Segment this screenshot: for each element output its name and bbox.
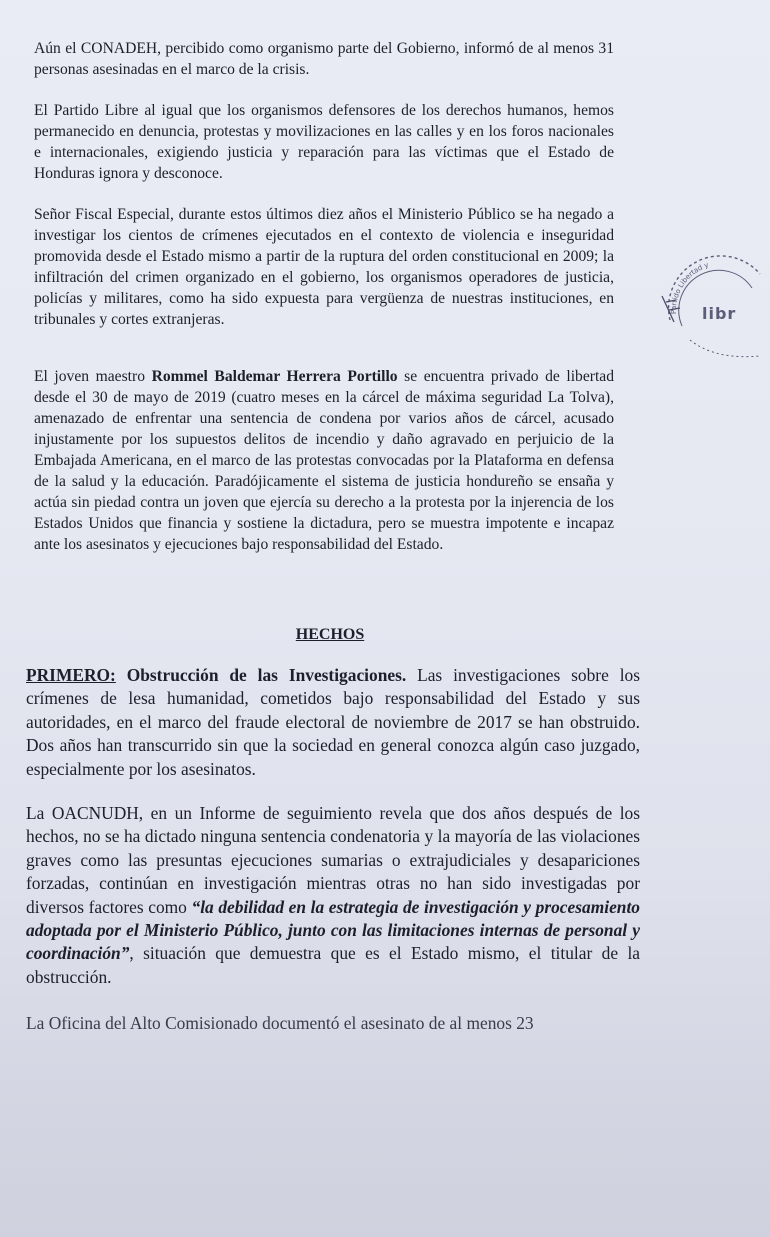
stamp-logo-text: libr — [702, 304, 737, 323]
p6-intro: La OACNUDH, en un Informe de seguimiento revela que dos años después de los hechos, no se ha dictado ninguna sentencia condenatoria y la mayoría de las violaciones graves como las presuntas ejecuciones sumarias o extrajudiciales y desapariciones forzadas, continúan en investigación mientras otras no han sido investigadas por diversos factores como — [26, 803, 640, 917]
paragraph-rommel-herrera — [34, 366, 614, 555]
paragraph-partial-cutoff: La Oficina del Alto Comisionado documentó el asesinato de al menos 23 — [26, 1013, 534, 1033]
paragraph-partido-libre: El Partido Libre al igual que los organismos defensores de los derechos humanos, hemos permanecido en denuncia, protestas y movilizaciones en las calles y en los foros nacionales e internacionales, exigiendo justicia y reparación para las víctimas que el Estado de Honduras ignora y desconoce. — [34, 102, 614, 182]
party-stamp — [660, 252, 770, 372]
p4-body: se encuentra privado de libertad desde el 30 de mayo de 2019 (cuatro meses en la cárcel de máxima seguridad La Tolva), amenazado de enfrentar una sentencia de condena por varios años de cárcel, acusado injustamente por los supuestos delitos de incendio y daño agravado en perjuicio de la Embajada Americana, en el marco de las protestas convocadas por la Plataforma en defensa de la salud y la educación. Paradójicamente el sistema de justicia hondureño se ensaña y actúa sin piedad contra un joven que ejercía su derecho a la protesta por la injerencia de los Estados Unidos que financia y sostiene la dictadura, pero se muestra impotente e incapaz ante los asesinatos y ejecuciones bajo responsabilidad del Estado. — [34, 368, 615, 553]
p4-intro: El joven maestro — [34, 368, 152, 385]
p5-label: PRIMERO: — [26, 665, 116, 685]
paragraph-primero — [26, 664, 640, 781]
p4-person-name: Rommel Baldemar Herrera Portillo — [151, 368, 398, 385]
paragraph-conadeh: Aún el CONADEH, percibido como organismo parte del Gobierno, informó de al menos 31 personas asesinadas en el marco de la crisis. — [34, 40, 614, 78]
p6-conclusion: , situación que demuestra que es el Estado mismo, el titular de la obstrucción. — [26, 943, 640, 987]
stamp-ring-text: Partido Libertad y — [669, 261, 710, 315]
paragraph-oacnudh — [26, 802, 640, 989]
p5-title: Obstrucción de las Investigaciones. — [115, 665, 407, 685]
section-heading-hechos: HECHOS — [295, 626, 365, 643]
paragraph-fiscal-especial: Señor Fiscal Especial, durante estos últimos diez años el Ministerio Público se ha negado a investigar los cientos de crímenes ejecutados en el contexto de violencia e inseguridad promovida desde el Estado mismo a partir de la ruptura del orden constitucional en 2009; la infiltración del crimen organizado en el gobierno, los organismos operadores de justicia, policías y militares, como ha sido expuesta para vergüenza de nuestras instituciones, en tribunales y cortes extranjeras. — [34, 206, 614, 328]
p5-body: Las investigaciones sobre los crímenes de lesa humanidad, cometidos bajo responsabilidad del Estado y sus autoridades, en el marco del fraude electoral de noviembre de 2017 se han obstruido. Dos años han transcurrido sin que la sociedad en general conozca algún caso juzgado, especialmente por los asesinatos. — [26, 665, 640, 779]
p6-quote: “la debilidad en la estrategia de investigación y procesamiento adoptada por el Ministerio Público, junto con las limitaciones internas de personal y coordinación” — [26, 896, 640, 964]
